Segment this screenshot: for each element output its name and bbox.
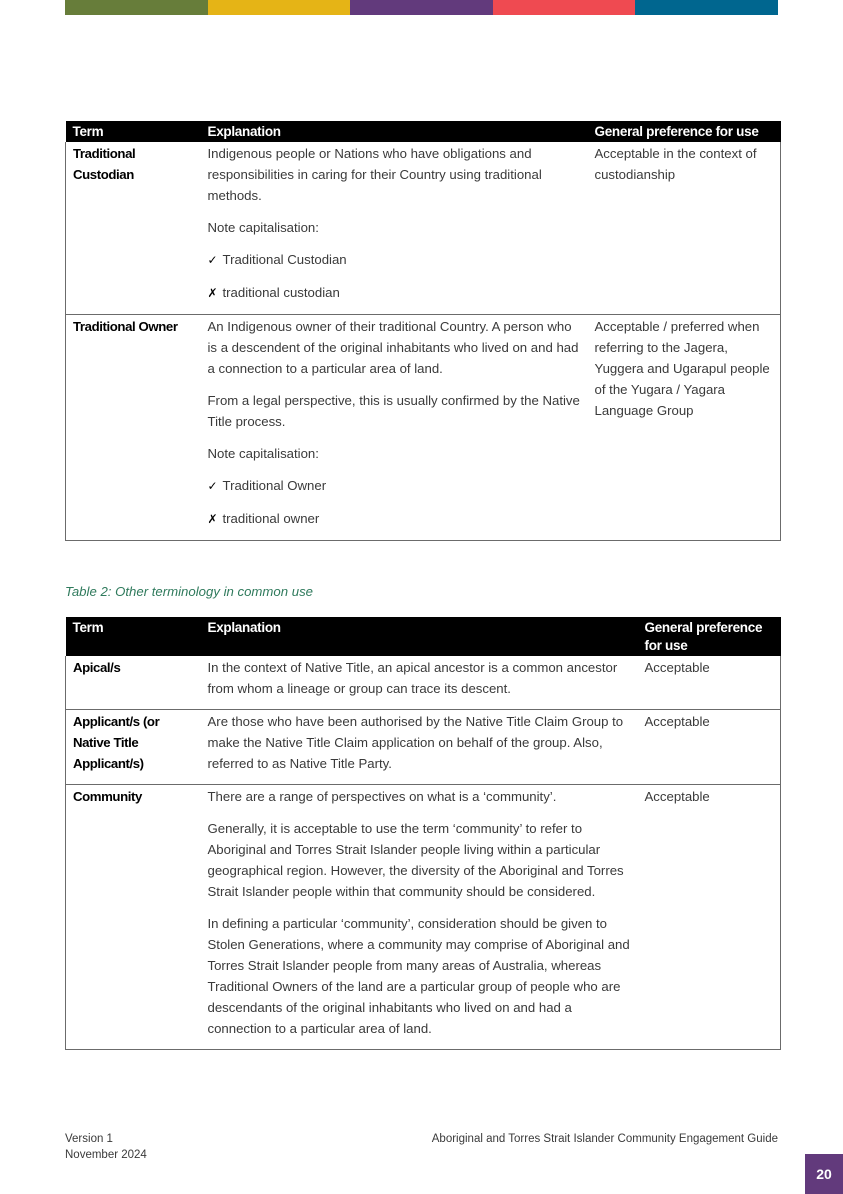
color-bar-red xyxy=(493,0,636,15)
preference-cell: Acceptable xyxy=(638,785,781,1050)
explanation-cell xyxy=(201,785,638,1050)
term-cell: Apical/s xyxy=(66,656,201,710)
explanation-paragraph: Are those who have been authorised by the Native Title Claim Group to make the Native Title Claim application on behalf of the group. Also, referred to as Native Title Party. xyxy=(207,714,624,771)
correct-usage: ✓ Traditional Owner xyxy=(208,475,581,497)
explanation-cell xyxy=(201,142,588,315)
cross-icon: ✗ xyxy=(207,286,218,300)
table-row xyxy=(66,656,781,710)
preference-cell: Acceptable in the context of custodianship xyxy=(588,142,781,315)
preference-cell: Acceptable xyxy=(638,710,781,785)
page-number-badge: 20 xyxy=(805,1154,843,1194)
preference-cell: Acceptable / preferred when referring to the Jagera, Yuggera and Ugarapul people of the Yugara / Yagara Language Group xyxy=(588,315,781,541)
correct-usage: ✓ Traditional Custodian xyxy=(208,249,581,271)
column-header-explanation: Explanation xyxy=(201,617,638,656)
color-bar-yellow xyxy=(208,0,351,15)
explanation-paragraph: In defining a particular ‘community’, consideration should be given to Stolen Generations, where a community may comprise of Aboriginal and Torres Strait Islander people from many areas of Australia, whereas Traditional Owners of the land are a particular group of people who are descendants of the original inhabitants who lived on and had a connection to a particular area of land. xyxy=(207,916,630,1036)
footer-date: November 2024 xyxy=(65,1149,147,1161)
cross-icon: ✗ xyxy=(207,512,218,526)
explanation-cell xyxy=(201,710,638,785)
footer-document-title: Aboriginal and Torres Strait Islander Community Engagement Guide xyxy=(431,1133,778,1145)
term-cell: Community xyxy=(66,785,201,1050)
explanation-cell xyxy=(201,656,638,710)
table-row xyxy=(66,785,781,1050)
explanation-paragraph: Indigenous people or Nations who have obligations and responsibilities in caring for their Country using traditional methods. xyxy=(207,146,542,203)
incorrect-usage: ✗ traditional owner xyxy=(208,508,581,530)
footer-version-info xyxy=(65,1131,147,1163)
term-cell: Applicant/s (or Native Title Applicant/s) xyxy=(66,710,201,785)
color-bar-green xyxy=(65,0,208,15)
column-header-term: Term xyxy=(66,121,201,142)
column-header-explanation: Explanation xyxy=(201,121,588,142)
column-header-preference: General preference for use xyxy=(588,121,781,142)
check-icon: ✓ xyxy=(207,479,218,493)
table-header-row xyxy=(66,617,781,656)
column-header-term: Term xyxy=(66,617,201,656)
term-cell: Traditional Owner xyxy=(66,315,201,541)
terminology-table-2 xyxy=(65,617,781,1050)
table-row xyxy=(66,142,781,315)
explanation-cell xyxy=(201,315,588,541)
column-header-preference: General preference for use xyxy=(638,617,781,656)
table-row xyxy=(66,710,781,785)
explanation-paragraph: Generally, it is acceptable to use the term ‘community’ to refer to Aboriginal and Torres Strait Islander people living within a particular geographical region. However, the diversity of the Aboriginal and Torres Strait Islander people within that community should be considered. xyxy=(207,821,624,899)
check-icon: ✓ xyxy=(207,253,218,267)
preference-cell: Acceptable xyxy=(638,656,781,710)
color-bar-blue xyxy=(635,0,778,15)
color-bar-purple xyxy=(350,0,493,15)
explanation-paragraph: There are a range of perspectives on what is a ‘community’. xyxy=(207,789,557,804)
header-color-bar xyxy=(65,0,778,15)
explanation-paragraph: In the context of Native Title, an apical ancestor is a common ancestor from whom a lineage or group can trace its descent. xyxy=(207,660,618,696)
explanation-paragraph: An Indigenous owner of their traditional Country. A person who is a descendent of the original inhabitants who lived on and had a connection to a particular area of land. xyxy=(207,319,579,376)
explanation-paragraph: From a legal perspective, this is usually confirmed by the Native Title process. xyxy=(207,393,580,429)
explanation-paragraph: Note capitalisation: xyxy=(207,220,319,235)
table-caption: Table 2: Other terminology in common use xyxy=(65,584,313,599)
terminology-table-1 xyxy=(65,121,781,541)
footer-version: Version 1 xyxy=(65,1133,113,1145)
explanation-paragraph: Note capitalisation: xyxy=(207,446,319,461)
table-header-row xyxy=(66,121,781,142)
term-cell: Traditional Custodian xyxy=(66,142,201,315)
table-row xyxy=(66,315,781,541)
incorrect-usage: ✗ traditional custodian xyxy=(208,282,581,304)
